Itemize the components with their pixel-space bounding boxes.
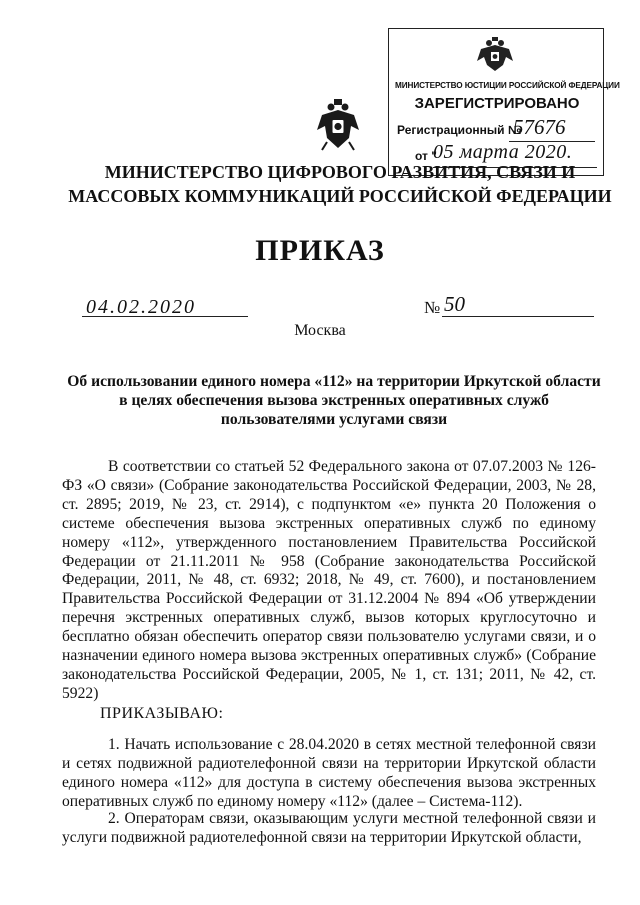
ministry-name-line-2: МАССОВЫХ КОММУНИКАЦИЙ РОССИЙСКОЙ ФЕДЕРАЦИИ <box>68 186 612 206</box>
coat-of-arms-icon <box>316 98 360 152</box>
order-subject <box>64 372 604 429</box>
order-item-2: 2. Операторам связи, оказывающим услуги местной телефонной связи и услуги подвижной радиотелефонной связи на территории Иркутской области, <box>62 810 596 846</box>
stamp-ministry-name: МИНИСТЕРСТВО ЮСТИЦИИ РОССИЙСКОЙ ФЕДЕРАЦИИ <box>395 81 620 90</box>
subject-line-3: пользователями услугами связи <box>220 411 448 428</box>
order-item-1: 1. Начать использование с 28.04.2020 в сетях местной телефонной связи и сетях подвижной радиотелефонной связи на территории Иркутской области единого номера «112» для доступа в систему обеспечения вызова экстренных оперативных служб по единому номеру «112» (далее – Система-112). <box>62 736 596 810</box>
ministry-name <box>60 160 620 208</box>
stamp-reg-number-label: Регистрационный № <box>397 123 522 137</box>
ministry-name-line-1: МИНИСТЕРСТВО ЦИФРОВОГО РАЗВИТИЯ, СВЯЗИ И <box>104 162 576 182</box>
subject-line-2: в целях обеспечения вызова экстренных оперативных служб <box>119 392 549 409</box>
stamp-date-label: от " <box>415 149 437 163</box>
order-date-line <box>82 316 248 317</box>
document-title: ПРИКАЗ <box>255 234 385 267</box>
order-directive-word: ПРИКАЗЫВАЮ: <box>100 705 224 722</box>
stamp-reg-number: 57676 <box>513 115 566 139</box>
order-number: 50 <box>444 292 465 316</box>
stamp-registered-label: ЗАРЕГИСТРИРОВАНО <box>414 95 580 112</box>
coat-of-arms-icon <box>475 35 515 75</box>
order-number-line <box>442 316 594 317</box>
order-date: 04.02.2020 <box>86 296 196 318</box>
subject-line-1: Об использовании единого номера «112» на территории Иркутской области <box>67 373 601 390</box>
stamp-date: 05 марта 2020. <box>433 141 573 163</box>
registration-stamp <box>388 28 620 176</box>
city: Москва <box>294 322 346 339</box>
preamble-paragraph: В соответствии со статьей 52 Федерального закона от 07.07.2003 № 126-ФЗ «О связи» (Собрание законодательства Российской Федерации, 2003, № 28, ст. 2895; 2019, № 23, ст. 2914), с подпунктом «е» пункта 20 Положения о системе обеспечения вызова экстренных оперативных служб по единому номеру «112», утвержденного постановлением Правительства Российской Федерации от 21.11.2011 № 958 (Собрание законодательства Российской Федерации, 2011, № 48, ст. 6932; 2018, № 49, ст. 7600), и постановлением Правительства Российской Федерации от 31.12.2004 № 894 «Об утверждении перечня экстренных оперативных служб, вызов которых круглосуточно и бесплатно обязан обеспечить оператор связи пользователю услугами связи, и о назначении единого номера вызова экстренных оперативных служб» (Собрание законодательства Российской Федерации, 2005, № 1, ст. 131; 2011, № 42, ст. 5922) <box>62 458 596 702</box>
order-number-label: № <box>424 298 441 317</box>
